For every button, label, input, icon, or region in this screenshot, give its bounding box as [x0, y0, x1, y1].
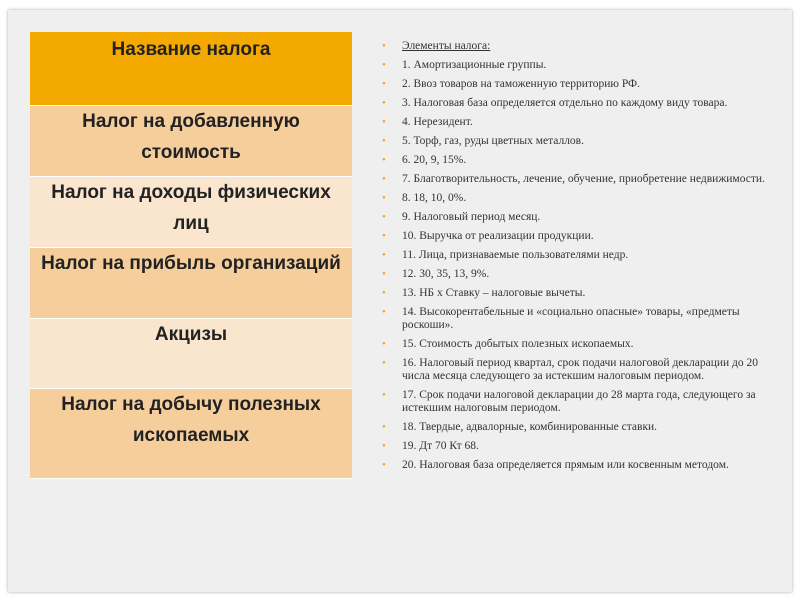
table-header-row — [30, 32, 352, 105]
tax-name-profit: Налог на прибыль организаций — [41, 252, 341, 274]
table-cell-mining — [30, 388, 352, 478]
table-cell-vat — [30, 105, 352, 176]
bullet-icon: • — [382, 211, 386, 223]
list-item — [380, 173, 780, 186]
list-item — [380, 135, 780, 148]
list-item — [380, 268, 780, 281]
bullet-icon: • — [382, 192, 386, 204]
table-row — [30, 247, 352, 318]
slide — [8, 10, 792, 592]
table-cell-ndfl — [30, 176, 352, 247]
table-row — [30, 388, 352, 478]
bullet-icon: • — [382, 173, 386, 185]
list-item-text: 15. Стоимость добытых полезных ископаемых. — [402, 338, 634, 350]
list-item-text: 16. Налоговый период квартал, срок подачи налоговой декларации до 20 числа месяца следующего за истекшим налоговым периодом. — [402, 357, 759, 382]
bullet-icon: • — [382, 40, 386, 52]
bullet-icon: • — [382, 421, 386, 433]
bullet-icon: • — [382, 338, 386, 350]
list-item — [380, 230, 780, 243]
list-item — [380, 440, 780, 453]
list-item-text: 19. Дт 70 Кт 68. — [402, 440, 479, 452]
table-row — [30, 318, 352, 388]
table-header-text: Название налога — [111, 39, 271, 60]
tax-names-table — [30, 32, 352, 479]
bullet-icon: • — [382, 268, 386, 280]
bullet-icon: • — [382, 230, 386, 242]
list-item — [380, 421, 780, 434]
list-item — [380, 287, 780, 300]
list-item-text: 6. 20, 9, 15%. — [402, 154, 467, 166]
bullet-icon: • — [382, 154, 386, 166]
list-item — [380, 338, 780, 351]
table-row — [30, 176, 352, 247]
tax-name-ndfl: Налог на доходы физических лиц — [51, 181, 331, 234]
list-item-text: 20. Налоговая база определяется прямым или косвенным методом. — [402, 459, 729, 471]
table-header-cell — [30, 32, 352, 105]
list-item-text: 1. Амортизационные группы. — [402, 59, 547, 71]
bullet-icon: • — [382, 459, 386, 471]
list-item-text: 7. Благотворительность, лечение, обучение, приобретение недвижимости. — [402, 173, 765, 185]
list-item — [380, 306, 780, 332]
list-item-text: 9. Налоговый период месяц. — [402, 211, 541, 223]
list-item — [380, 211, 780, 224]
tax-name-vat: Налог на добавленную стоимость — [82, 110, 300, 163]
list-heading: Элементы налога: — [402, 40, 491, 52]
list-item-text: 12. 30, 35, 13, 9%. — [402, 268, 490, 280]
bullet-icon: • — [382, 287, 386, 299]
table-cell-excise — [30, 318, 352, 388]
list-item — [380, 357, 780, 383]
list-item-text: 11. Лица, признаваемые пользователями недр. — [402, 249, 629, 261]
bullet-icon: • — [382, 78, 386, 90]
list-item — [380, 389, 780, 415]
bullet-icon: • — [382, 249, 386, 261]
list-item-text: 8. 18, 10, 0%. — [402, 192, 467, 204]
bullet-icon: • — [382, 306, 386, 318]
list-item — [380, 59, 780, 72]
bullet-icon: • — [382, 97, 386, 109]
list-item — [380, 154, 780, 167]
list-item-text: 5. Торф, газ, руды цветных металлов. — [402, 135, 584, 147]
list-item-text: 2. Ввоз товаров на таможенную территорию РФ. — [402, 78, 641, 90]
list-item — [380, 459, 780, 472]
bullet-icon: • — [382, 440, 386, 452]
list-item — [380, 192, 780, 205]
list-item-heading — [380, 40, 780, 53]
tax-elements-list — [380, 40, 780, 478]
table-cell-profit — [30, 247, 352, 318]
list-item — [380, 78, 780, 91]
tax-name-excise: Акцизы — [154, 323, 228, 345]
list-item — [380, 116, 780, 129]
list-item-text: 17. Срок подачи налоговой декларации до 28 марта года, следующего за истекшим налоговым периодом. — [402, 389, 756, 414]
bullet-icon: • — [382, 116, 386, 128]
tax-name-mining: Налог на добычу полезных ископаемых — [61, 393, 321, 446]
list-item-text: 10. Выручка от реализации продукции. — [402, 230, 594, 242]
list-item-text: 13. НБ х Ставку – налоговые вычеты. — [402, 287, 586, 299]
list-item-text: 14. Высокорентабельные и «социально опасные» товары, «предметы роскоши». — [402, 306, 740, 331]
list-item — [380, 97, 780, 110]
list-item-text: 3. Налоговая база определяется отдельно по каждому виду товара. — [402, 97, 728, 109]
table-row — [30, 105, 352, 176]
list-item-text: 18. Твердые, адвалорные, комбинированные ставки. — [402, 421, 658, 433]
list-item — [380, 249, 780, 262]
bullet-icon: • — [382, 59, 386, 71]
list-item-text: 4. Нерезидент. — [402, 116, 473, 128]
bullet-icon: • — [382, 135, 386, 147]
bullet-icon: • — [382, 389, 386, 401]
bullet-icon: • — [382, 357, 386, 369]
